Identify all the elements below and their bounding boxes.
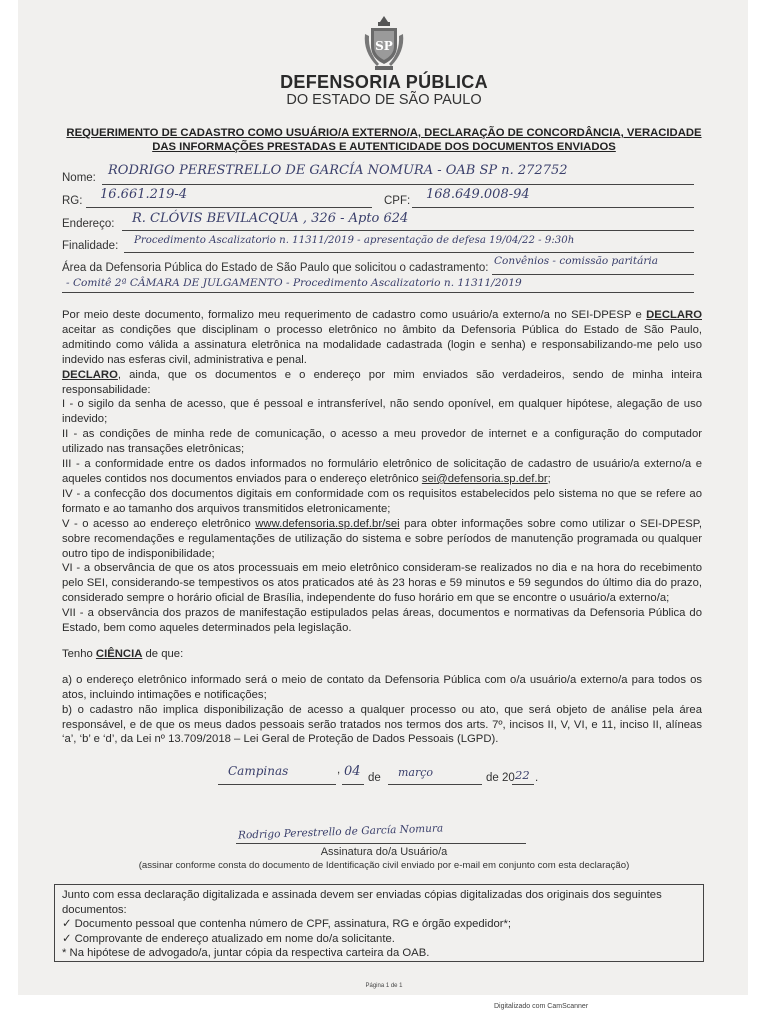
logo [0, 14, 768, 77]
nome-value: RODRIGO PERESTRELLO DE GARCÍA NOMURA - OAB SP n. 272752 [108, 163, 568, 178]
year-value: 22 [515, 768, 530, 782]
date-de-1: de [368, 772, 381, 784]
declaration-body [62, 308, 702, 747]
ciencia-item-a: a) o endereço eletrônico informado será o meio de contato da Defensoria Pública com o/a usuário/a externo/a para todos os atos, incluindo intimações e notificações; [62, 673, 702, 701]
endereco-value: R. CLÓVIS BEVILACQUA , 326 - Apto 624 [132, 211, 409, 226]
cpf-line [412, 207, 694, 208]
attachment-item: ✓ Documento pessoal que contenha número de CPF, assinatura, RG e órgão expedidor*; [62, 918, 512, 930]
page-number: Página 1 de 1 [365, 983, 403, 989]
endereco-label: Endereço: [62, 218, 115, 230]
item-iv: IV - a confecção dos documentos digitais em conformidade com os requisitos estabelecidos pelo sistema no que se refere ao formato e ao tamanho dos arquivos transmitidos eletronicamente; [62, 487, 702, 515]
item-ii: II - as condições de minha rede de comunicação, o acesso a meu provedor de internet e a configuração do computador utilizado nas transações eletrônicas; [62, 428, 702, 456]
year-line [512, 784, 534, 785]
item-v: V - o acesso ao endereço eletrônico www.defensoria.sp.def.br/sei para obter informações sobre como utilizar o SEI-DPESP, sobre recomendações e regulamentações de utilização do sistema e sobre períodos de manutenção programada ou qualquer outro tipo de indisponibilidade; [62, 517, 702, 560]
area-value-2: - Comitê 2ª CÂMARA DE JULGAMENTO - Procedimento Ascalizatorio n. 11311/2019 [66, 277, 522, 289]
nome-label: Nome: [62, 172, 96, 184]
ciencia-item-b: b) o cadastro não implica disponibilização de acesso a qualquer processo ou ato, que será objeto de análise pela área responsável, e de que os meus dados pessoais serão tratados nos termos dos arts. 7º, incisos II, V, VI, e 11, inciso II, alíneas ‘a’, ‘b’ e ‘d’, da Lei nº 13.709/2018 – Lei Geral de Proteção de Dados Pessoais (LGPD). [62, 703, 702, 746]
nome-line [102, 184, 694, 185]
rg-line [86, 207, 372, 208]
ciencia-heading: Tenho CIÊNCIA de que: [62, 647, 184, 660]
city-line [218, 784, 336, 785]
signature-instruction: (assinar conforme consta do documento de Identificação civil enviado por e-mail em conjunto com esta declaração) [138, 860, 630, 871]
org-subtitle: DO ESTADO DE SÃO PAULO [286, 92, 482, 108]
area-line-1 [492, 274, 694, 275]
signature-line [236, 843, 526, 844]
finalidade-line [124, 252, 694, 253]
signature-caption: Assinatura do/a Usuário/a [320, 846, 448, 858]
cpf-value: 168.649.008-94 [426, 187, 530, 202]
paragraph-intro: Por meio deste documento, formalizo meu requerimento de cadastro como usuário/a externo/a no SEI-DPESP e DECLARO aceitar as condições que disciplinam o processo eletrônico no âmbito da Defensoria Pública do Estado de São Paulo, admitindo como válida a assinatura eletrônica na modalidade cadastrada (login e senha) e responsabilizando-me pelo uso indevido nas esferas civil, administrativa e penal. [62, 309, 702, 366]
attachments-note: * Na hipótese de advogado/a, juntar cópia da respectiva carteira da OAB. [62, 947, 430, 959]
state-seal-icon [363, 14, 405, 72]
item-vi: VI - a observância de que os atos processuais em meio eletrônico consideram-se realizados no dia e na hora do recebimento pelo SEI, considerando-se tempestivos os atos praticados até às 23 horas e 59 minutos e 59 segundos do último dia do prazo, considerado sempre o horário oficial de Brasília, independente do fuso horário em que se encontre o usuário/a externo/a; [62, 562, 702, 605]
item-iii: III - a conformidade entre os dados informados no formulário eletrônico de solicitação de cadastro de usuário/a externo/a e aqueles contidos nos documentos enviados para o endereço eletrônico sei@defensoria.sp.def.br; [62, 458, 702, 485]
endereco-line [122, 230, 694, 231]
attachment-item: ✓ Comprovante de endereço atualizado em nome do/a solicitante. [62, 932, 395, 945]
finalidade-value: Procedimento Ascalizatorio n. 11311/2019 - apresentação de defesa 19/04/22 - 9:30h [134, 235, 575, 246]
rg-label: RG: [62, 195, 83, 207]
paragraph-declaro: DECLARO, ainda, que os documentos e o endereço por mim enviados são verdadeiros, sendo de minha inteira responsabilidade: [62, 368, 702, 396]
day-value: 04 [344, 764, 361, 779]
month-value: março [398, 766, 434, 779]
date-de-2: de 20 [486, 772, 515, 784]
svg-text:SP: SP [375, 39, 393, 53]
scanner-watermark: Digitalizado com CamScanner [494, 1003, 589, 1010]
sei-url-link[interactable]: www.defensoria.sp.def.br/sei [255, 517, 400, 530]
finalidade-label: Finalidade: [62, 240, 119, 252]
area-line-2 [62, 292, 694, 293]
signature: Rodrigo Perestrello de García Nomura [237, 822, 444, 842]
month-line [388, 784, 482, 785]
cpf-label: CPF: [384, 195, 411, 207]
document-title: REQUERIMENTO DE CADASTRO COMO USUÁRIO/A EXTERNO/A, DECLARAÇÃO DE CONCORDÂNCIA, VERACIDADE DAS INFORMAÇÕES PRESTADAS E AUTENTICIDADE DOS DOCUMENTOS ENVIADOS [66, 127, 702, 153]
item-vii: VII - a observância dos prazos de manifestação estipulados pelas áreas, documentos e normativas da Defensoria Pública do Estado, bem como aqueles determinados pela legislação. [62, 607, 702, 635]
item-i: I - o sigilo da senha de acesso, que é pessoal e intransferível, não sendo oponível, em qualquer hipótese, alegação de uso indevido; [62, 398, 702, 426]
rg-value: 16.661.219-4 [100, 187, 188, 202]
org-name: DEFENSORIA PÚBLICA [280, 72, 488, 92]
area-value-1: Convênios - comissão paritária [494, 255, 659, 267]
attachments-intro: Junto com essa declaração digitalizada e assinada devem ser enviadas cópias digitalizadas dos originais dos seguintes documentos: [62, 889, 662, 916]
area-label: Área da Defensoria Pública do Estado de São Paulo que solicitou o cadastramento: [62, 262, 489, 274]
attachments-text [62, 888, 698, 961]
city-value: Campinas [228, 764, 289, 778]
email-link[interactable]: sei@defensoria.sp.def.br [421, 472, 548, 485]
day-line [342, 784, 364, 785]
